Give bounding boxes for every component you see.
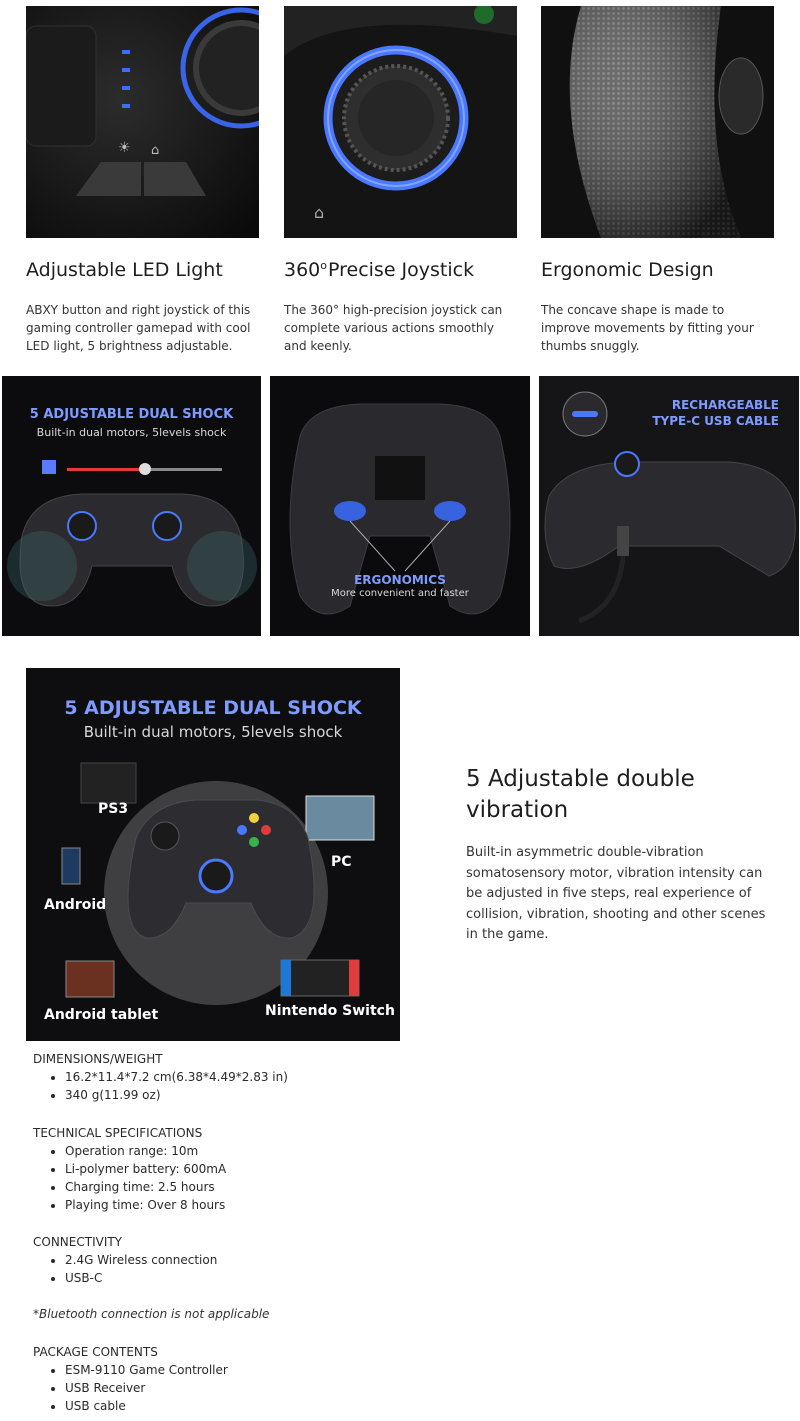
feature-title-joystick [284, 259, 474, 281]
spec-connectivity [33, 1233, 413, 1287]
spec-connectivity-list [33, 1251, 413, 1287]
platform-nintendo-switch: Nintendo Switch [265, 1003, 395, 1019]
spec-technical [33, 1124, 413, 1214]
nintendo-switch [281, 960, 359, 996]
dual-shock-banner-subtitle: Built-in dual motors, 5levels shock [36, 426, 227, 439]
spec-item: • 2.4G Wireless connection [65, 1251, 413, 1269]
spec-technical-heading: TECHNICAL SPECIFICATIONS [33, 1126, 203, 1140]
platform-android-tablet: Android tablet [44, 1007, 159, 1023]
feature-title-joystick-number: 360 [284, 259, 321, 281]
spec-package-list [33, 1361, 413, 1415]
bluetooth-note: *Bluetooth connection is not applicable [33, 1307, 270, 1321]
spec-item: • Charging time: 2.5 hours [65, 1178, 413, 1196]
android-tablet [66, 961, 114, 997]
feature-title-joystick-rest: Precise Joystick [328, 259, 475, 281]
pc-monitor [306, 796, 374, 840]
ergonomics-banner [270, 376, 530, 636]
usb-cable-banner-line1: RECHARGEABLE [671, 398, 779, 412]
vibration-title: 5 Adjustable double vibration [466, 766, 695, 823]
platform-promo-image [26, 668, 400, 1041]
spec-dimensions-heading: DIMENSIONS/WEIGHT [33, 1052, 163, 1066]
spec-item: • USB cable [65, 1397, 413, 1415]
feature-title-ergonomic: Ergonomic Design [541, 259, 714, 281]
spec-item: • USB-C [65, 1269, 413, 1287]
dual-shock-banner [2, 376, 261, 636]
svg-text:⌂: ⌂ [151, 143, 160, 158]
spec-item: • Li-polymer battery: 600mA [65, 1160, 413, 1178]
svg-text:⌂: ⌂ [314, 203, 325, 222]
usb-cable-banner [539, 376, 799, 636]
android-phone [62, 848, 80, 884]
feature-title-led: Adjustable LED Light [26, 259, 223, 281]
usb-cable-banner-line2: TYPE-C USB CABLE [652, 414, 779, 428]
feature-desc-led: ABXY button and right joystick of this gaming controller gamepad with cool LED light, 5 brightness adjustable. [26, 303, 251, 353]
spec-dimensions-list [33, 1068, 413, 1104]
spec-item: • ESM-9110 Game Controller [65, 1361, 413, 1379]
feature-desc-joystick: The 360° high-precision joystick can complete various actions smoothly and keenly. [284, 303, 503, 353]
platform-pc: PC [331, 854, 352, 870]
spec-connectivity-heading: CONNECTIVITY [33, 1235, 123, 1249]
spec-item: • USB Receiver [65, 1379, 413, 1397]
led-light-photo [26, 6, 259, 238]
ergonomics-banner-subtitle: More convenient and faster [331, 588, 469, 599]
degree-symbol: o [320, 259, 327, 272]
spec-package [33, 1343, 413, 1415]
promo-title: 5 ADJUSTABLE DUAL SHOCK [64, 697, 362, 719]
joystick-photo [284, 6, 517, 238]
spec-item: • Operation range: 10m [65, 1142, 413, 1160]
spec-technical-list [33, 1142, 413, 1214]
ps3-console [81, 763, 136, 803]
spec-item: • Playing time: Over 8 hours [65, 1196, 413, 1214]
dual-shock-banner-title: 5 ADJUSTABLE DUAL SHOCK [29, 407, 234, 422]
ergonomics-banner-title: ERGONOMICS [354, 573, 446, 587]
spec-item: • 340 g(11.99 oz) [65, 1086, 413, 1104]
joystick-closeup [284, 6, 517, 238]
feature-desc-ergonomic: The concave shape is made to improve movements by fitting your thumbs snuggly. [541, 303, 754, 353]
spec-dimensions [33, 1050, 413, 1104]
spec-item: • 16.2*11.4*7.2 cm(6.38*4.49*2.83 in) [65, 1068, 413, 1086]
spec-package-heading: PACKAGE CONTENTS [33, 1345, 158, 1359]
promo-subtitle: Built-in dual motors, 5levels shock [83, 723, 343, 741]
platform-ps3: PS3 [98, 801, 129, 817]
vibration-description: Built-in asymmetric double-vibration somatosensory motor, vibration intensity can be adjusted in five steps, real experience of collision, vibration, shooting and other scenes in the game. [466, 845, 766, 942]
controller-closeup-led [26, 6, 259, 238]
grip-photo [541, 6, 774, 238]
svg-text:☀: ☀ [118, 140, 131, 156]
textured-grip [541, 6, 774, 238]
platform-android: Android [44, 897, 107, 913]
